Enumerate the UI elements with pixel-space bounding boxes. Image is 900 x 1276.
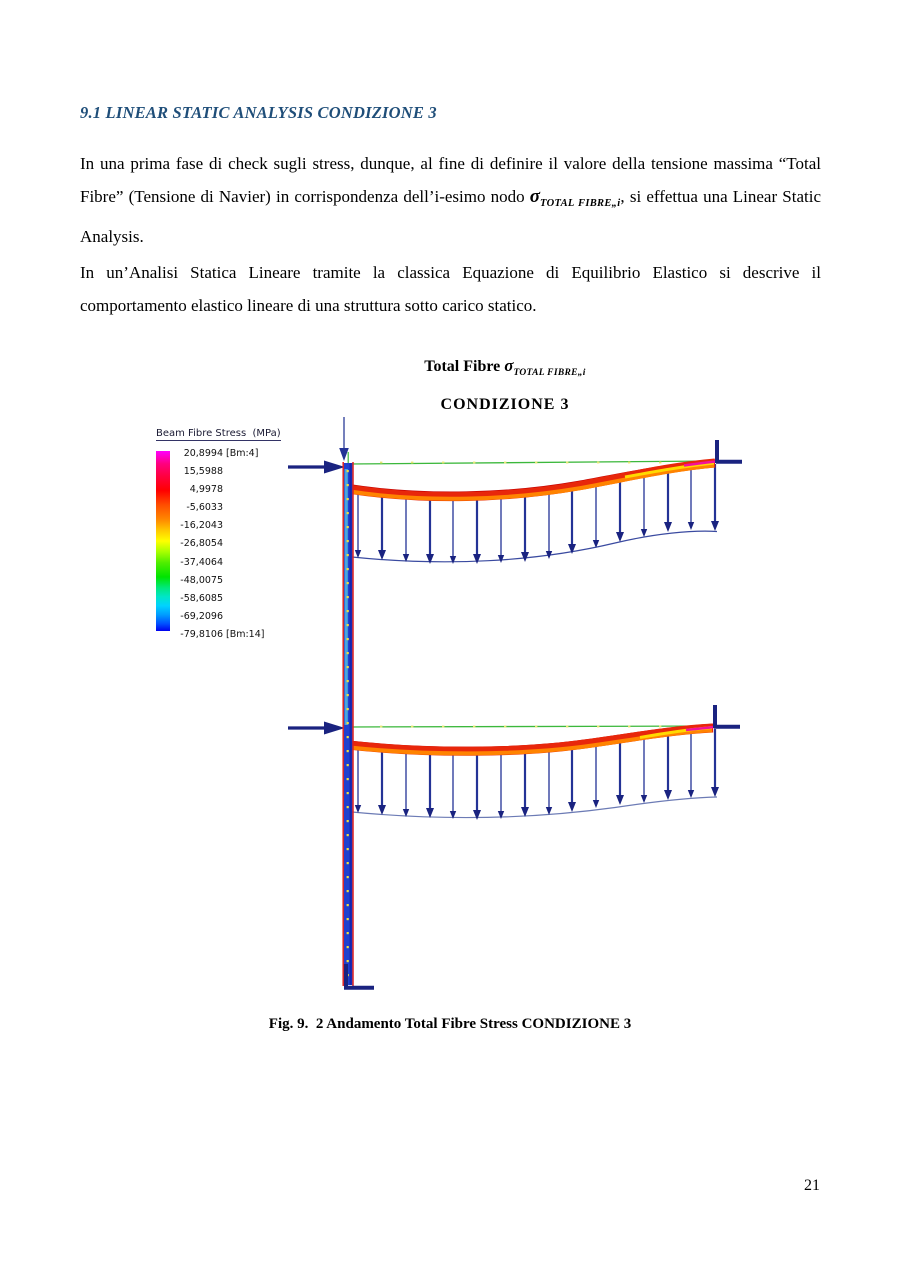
node-dot [347,708,349,710]
stress-legend [156,421,281,644]
node-dot [347,848,349,850]
node-dot [347,722,349,724]
color-scale-bar [156,451,170,631]
node-dot [597,462,599,464]
legend-title: Beam Fibre Stress (MPa) [156,428,281,439]
legend-value: 20,8994 [183,448,223,459]
legend-entries [177,445,264,644]
figure-title [300,355,710,415]
load-arrow-head [688,522,694,530]
node-dot [347,806,349,808]
beam-bottom-stress-band [348,725,714,754]
node-dot [347,652,349,654]
legend-value: -5,6033 [186,502,223,514]
column-stress-band [343,462,353,986]
top-joint-force-arrows [288,417,349,474]
node-dot [566,726,568,728]
load-arrow-head [688,790,694,798]
load-arrow-head [593,800,599,808]
node-dot [347,778,349,780]
legend-beam-tag: [Bm:4] [226,448,259,459]
horizontal-force-arrow-head [324,722,345,735]
legend-value: 4,9978 [189,484,223,496]
node-dot [347,680,349,682]
node-dot [411,462,413,464]
node-dot [347,904,349,906]
legend-entry [177,554,264,572]
figure-sigma-subscript: TOTAL FIBRE„i [513,368,586,378]
load-arrow-head [568,802,576,812]
legend-entry [177,499,264,517]
node-dot [347,750,349,752]
node-dot [347,582,349,584]
legend-value: -37,4064 [180,556,223,568]
legend-value: -26,8054 [180,538,223,550]
load-arrow-head [378,550,386,560]
support-top-right [716,440,742,463]
node-dot [535,726,537,728]
bottom-joint-force-arrow [288,722,345,735]
load-arrow-head [641,529,647,537]
legend-body [156,450,281,644]
load-arrow-head [473,554,481,564]
legend-value: 15,5988 [183,466,223,478]
horizontal-force-arrow-head [324,461,345,474]
node-dot [347,946,349,948]
load-arrow-head [521,552,529,562]
sigma-symbol: σ [529,186,541,207]
node-dot [347,596,349,598]
page-number: 21 [804,1177,820,1194]
node-dot [347,862,349,864]
legend-value: -69,2096 [180,610,223,622]
legend-entry [177,626,264,644]
figure-caption: Fig. 9. 2 Andamento Total Fibre Stress CONDIZIONE 3 [268,1016,632,1032]
sigma-subscript: TOTAL FIBRE„i [540,198,621,209]
node-dot [442,726,444,728]
node-dot [347,890,349,892]
paragraph-1-text: In una prima fase di check sugli stress, dunque, al fine di definire il valore della tensione massima “Total Fibre” (Tensione di Navier) in corrispondenza dell’i-esimo nodo [80,154,821,206]
node-dot [659,726,661,728]
node-dot [380,726,382,728]
node-dot [347,736,349,738]
node-dot [347,526,349,528]
legend-value: -48,0075 [180,574,223,586]
node-dot [347,834,349,836]
node-dot [628,462,630,464]
node-dot [347,694,349,696]
paragraph-2: In un’Analisi Statica Lineare tramite la classica Equazione di Equilibrio Elastico si descrive il comportamento elastico lineare di una struttura sotto carico statico. [80,263,821,315]
node-dot [347,666,349,668]
beam-band-red [348,728,713,751]
undeformed-node-dots [380,462,692,728]
legend-value: -79,8106 [180,628,223,640]
node-dot [473,462,475,464]
node-dot [442,462,444,464]
node-dot [566,462,568,464]
load-arrow-head [711,521,719,531]
legend-entry [177,608,264,626]
legend-value: -16,2043 [180,520,223,532]
node-dot [347,484,349,486]
node-dot [347,610,349,612]
node-dot [347,764,349,766]
beam-edge-dark-red [348,461,715,493]
load-arrow-head [426,554,434,564]
node-dot [347,960,349,962]
load-arrows-top [355,464,719,564]
node-dot [347,568,349,570]
legend-entry [177,481,264,499]
node-dot [347,512,349,514]
node-dot [347,932,349,934]
legend-entry [177,572,264,590]
load-arrow-head [498,811,504,819]
node-dot [504,462,506,464]
load-arrow-head [450,556,456,564]
node-dot [347,638,349,640]
node-dot [347,918,349,920]
legend-entry [177,535,264,553]
load-arrows-bottom [355,729,719,820]
load-arrow-head [616,532,624,542]
load-arrow-head [641,795,647,803]
load-arrow-head [378,805,386,815]
node-dot [535,462,537,464]
figure-condition-label: CONDIZIONE 3 [440,396,570,413]
vertical-force-arrow-head [339,448,349,461]
column-dark-stripe [350,463,352,985]
node-dot [659,462,661,464]
node-dot [347,540,349,542]
figure-title-text: Total Fibre [424,358,505,375]
node-dot [347,792,349,794]
node-dot [347,624,349,626]
node-dot [411,726,413,728]
node-dot [473,726,475,728]
node-dot [597,726,599,728]
load-arrow-head [711,787,719,797]
load-arrow-head [473,810,481,820]
support-bottom-right [714,705,740,728]
node-dot [380,462,382,464]
node-dot [504,726,506,728]
paragraph-1-text-after: , si effettua una Linear Static Analysis. [80,187,821,246]
legend-entry [177,590,264,608]
legend-beam-tag: [Bm:14] [226,628,265,640]
load-arrow-head [616,795,624,805]
node-dot [347,554,349,556]
node-dot [347,498,349,500]
node-dot [628,726,630,728]
legend-entry [177,517,264,535]
legend-entry [177,445,264,463]
node-dot [347,820,349,822]
load-arrow-head [664,790,672,800]
section-heading: 9.1 LINEAR STATIC ANALYSIS CONDIZIONE 3 [80,103,437,122]
figure-sigma-symbol: σ [504,356,514,375]
paragraph-1 [80,147,821,253]
node-dot [347,470,349,472]
node-dot [347,876,349,878]
fea-figure [280,408,750,1010]
beam-band-red [348,463,715,497]
load-arrow-head [498,555,504,563]
beam-top-stress-band [348,461,716,499]
legend-entry [177,463,264,481]
load-arrow-head [664,522,672,532]
legend-value: -58,6085 [180,592,223,604]
